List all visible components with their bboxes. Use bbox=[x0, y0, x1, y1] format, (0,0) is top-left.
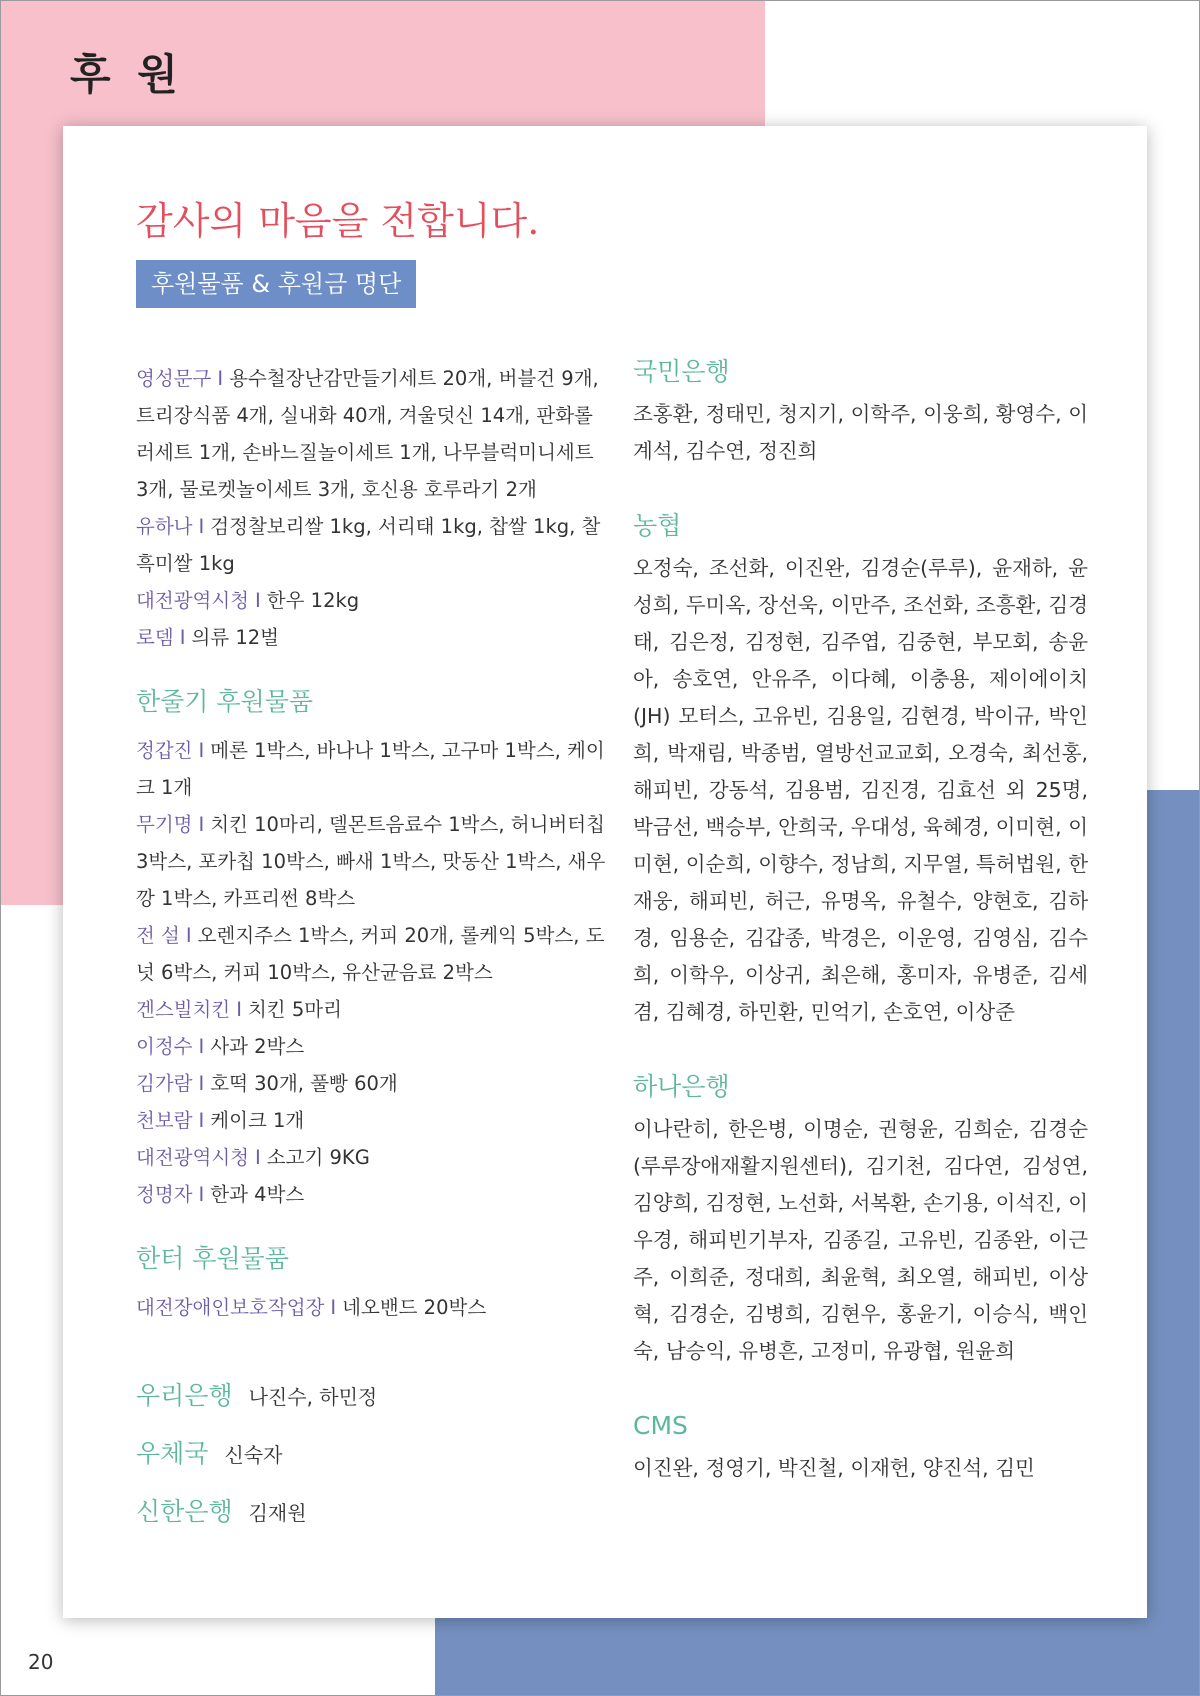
donation-entry bbox=[136, 1028, 606, 1065]
donor-name: 정명자 bbox=[136, 1183, 193, 1206]
donor-name: 김가람 bbox=[136, 1072, 193, 1095]
bank-donor-line bbox=[136, 1426, 606, 1484]
donated-items: 한과 4박스 bbox=[210, 1183, 305, 1206]
donated-items: 호떡 30개, 풀빵 60개 bbox=[210, 1072, 398, 1095]
bank-donor-line bbox=[136, 1368, 606, 1426]
donation-entry bbox=[136, 806, 606, 917]
separator: I bbox=[198, 1072, 205, 1095]
donor-name: 무기명 bbox=[136, 813, 193, 836]
donor-name: 겐스빌치킨 bbox=[136, 998, 231, 1021]
donation-entry bbox=[136, 508, 606, 582]
separator: I bbox=[198, 515, 205, 538]
donor-name: 대전장애인보호작업장 bbox=[136, 1296, 325, 1319]
donated-items: 메론 1박스, 바나나 1박스, 고구마 1박스, 케이크 1개 bbox=[136, 739, 605, 799]
donated-items: 치킨 10마리, 델몬트음료수 1박스, 허니버터칩 3박스, 포카칩 10박스, 빠새 1박스, 맛동산 1박스, 새우깡 1박스, 카프리썬 8박스 bbox=[136, 813, 606, 910]
bank-donor-line bbox=[136, 1484, 606, 1542]
donated-items: 의류 12벌 bbox=[191, 626, 279, 649]
donated-items: 오렌지주스 1박스, 커피 20개, 롤케익 5박스, 도넛 6박스, 커피 10박스, 유산균음료 2박스 bbox=[136, 924, 605, 984]
donation-entry bbox=[136, 732, 606, 806]
separator: I bbox=[198, 1109, 205, 1132]
donation-entry bbox=[136, 991, 606, 1028]
donated-items: 네오밴드 20박스 bbox=[342, 1296, 487, 1319]
left-column bbox=[136, 360, 606, 1542]
section-heading: 농협 bbox=[633, 511, 682, 540]
donation-list-tag: 후원물품 & 후원금 명단 bbox=[136, 260, 416, 308]
donor-name: 이정수 bbox=[136, 1035, 193, 1058]
donor-name: 영성문구 bbox=[136, 367, 212, 390]
donation-entry bbox=[136, 582, 606, 619]
donation-entry bbox=[136, 360, 606, 508]
donated-items: 용수철장난감만들기세트 20개, 버블건 9개, 트리장식품 4개, 실내화 40개, 겨울덧신 14개, 판화롤러세트 1개, 손바느질놀이세트 1개, 나무블럭미니세트 3개, 물로켓놀이세트 3개, 호신용 호루라기 2개 bbox=[136, 367, 599, 501]
hanter-heading: 한터 후원물품 bbox=[136, 1244, 289, 1273]
bank-donor-list bbox=[136, 1368, 606, 1542]
donation-entry bbox=[136, 1065, 606, 1102]
donor-names: 이진완, 정영기, 박진철, 이재헌, 양진석, 김민 bbox=[633, 1456, 1035, 1480]
bank-name: 우리은행 bbox=[136, 1381, 233, 1410]
bank-donors: 김재원 bbox=[248, 1501, 307, 1525]
donated-items: 사과 2박스 bbox=[210, 1035, 305, 1058]
separator: I bbox=[255, 589, 261, 612]
donation-entry bbox=[136, 917, 606, 991]
section-heading: CMS bbox=[633, 1411, 688, 1440]
donor-name: 천보람 bbox=[136, 1109, 193, 1132]
donor-names: 오정숙, 조선화, 이진완, 김경순(루루), 윤재하, 윤성희, 두미옥, 장선욱, 이만주, 조선화, 조흥환, 김경태, 김은정, 김정현, 김주엽, 김중현, 부모회, 송윤아, 송호연, 안유주, 이다혜, 이충용, 제이에이치(JH) 모터스, 고유빈, 김용일, 김현경, 박이규, 박인희, 박재림, 박종범, 열방선교교회, 오경숙, 최선홍, 해피빈, 강동석, 김용범, 김진경, 김효선 외 25명, 박금선, 백승부, 안희국, 우대성, 육혜경, 이미현, 이미현, 이순희, 이향수, 정남희, 지무열, 특허법원, 한재웅, 해피빈, 허근, 유명옥, 유철수, 양현호, 김하경, 임용순, 김갑종, 박경은, 이운영, 김영심, 김수희, 이학우, 이상귀, 최은해, 홍미자, 유병준, 김세겸, 김혜경, 하민환, 민억기, 손호연, 이상준 bbox=[633, 556, 1088, 1024]
right-column bbox=[633, 352, 1088, 1487]
donated-items: 소고기 9KG bbox=[266, 1146, 370, 1169]
separator: I bbox=[330, 1296, 337, 1319]
hanjulgi-donation-list bbox=[136, 732, 606, 1213]
separator: I bbox=[198, 813, 205, 836]
donated-items: 검정찰보리쌀 1kg, 서리태 1kg, 찹쌀 1kg, 찰흑미쌀 1kg bbox=[136, 515, 601, 575]
donor-section bbox=[633, 1406, 1088, 1487]
separator: I bbox=[179, 626, 186, 649]
page-number: 20 bbox=[28, 1650, 54, 1674]
section-heading: 국민은행 bbox=[633, 357, 730, 386]
donor-section bbox=[633, 506, 1088, 1031]
donation-card bbox=[63, 126, 1147, 1618]
separator: I bbox=[255, 1146, 261, 1169]
bank-donors: 나진수, 하민정 bbox=[248, 1385, 378, 1409]
bank-name: 신한은행 bbox=[136, 1497, 233, 1526]
donor-names: 조홍환, 정태민, 청지기, 이학주, 이웅희, 황영수, 이계석, 김수연, 정진희 bbox=[633, 402, 1088, 463]
donor-names: 이나란히, 한은병, 이명순, 권형윤, 김희순, 김경순(루루장애재활지원센터), 김기천, 김다연, 김성연, 김양희, 김정현, 노선화, 서복환, 손기용, 이석진, 이우경, 해피빈기부자, 김종길, 고유빈, 김종완, 이근주, 이희준, 정대희, 최윤혁, 최오열, 해피빈, 이상혁, 김경순, 김병희, 김현우, 홍윤기, 이승식, 백인숙, 남승익, 유병흔, 고정미, 유광협, 원윤희 bbox=[633, 1117, 1088, 1363]
donation-entry bbox=[136, 1289, 606, 1326]
donation-entry bbox=[136, 1102, 606, 1139]
separator: I bbox=[198, 1035, 205, 1058]
donor-name: 로뎀 bbox=[136, 626, 174, 649]
donor-name: 대전광역시청 bbox=[136, 1146, 250, 1169]
donor-section bbox=[633, 1067, 1088, 1370]
donated-items: 한우 12kg bbox=[266, 589, 360, 612]
donor-section bbox=[633, 352, 1088, 470]
separator: I bbox=[217, 367, 224, 390]
hanjulgi-heading: 한줄기 후원물품 bbox=[136, 687, 313, 716]
general-donation-list bbox=[136, 360, 606, 656]
donor-name: 대전광역시청 bbox=[136, 589, 250, 612]
separator: I bbox=[185, 924, 192, 947]
donor-name: 유하나 bbox=[136, 515, 193, 538]
donation-entry bbox=[136, 1139, 606, 1176]
donor-name: 정갑진 bbox=[136, 739, 193, 762]
donor-name: 전 설 bbox=[136, 924, 180, 947]
donation-entry bbox=[136, 1176, 606, 1213]
card-headline: 감사의 마음을 전합니다. bbox=[136, 199, 540, 243]
section-heading: 하나은행 bbox=[633, 1072, 730, 1101]
donated-items: 케이크 1개 bbox=[210, 1109, 305, 1132]
separator: I bbox=[198, 739, 205, 762]
bank-name: 우체국 bbox=[136, 1439, 209, 1468]
separator: I bbox=[236, 998, 242, 1021]
hanter-donation-list bbox=[136, 1289, 606, 1326]
bank-donors: 신숙자 bbox=[224, 1443, 283, 1467]
donated-items: 치킨 5마리 bbox=[247, 998, 342, 1021]
page-section-title: 후 원 bbox=[70, 50, 184, 99]
donation-entry bbox=[136, 619, 606, 656]
separator: I bbox=[198, 1183, 205, 1206]
